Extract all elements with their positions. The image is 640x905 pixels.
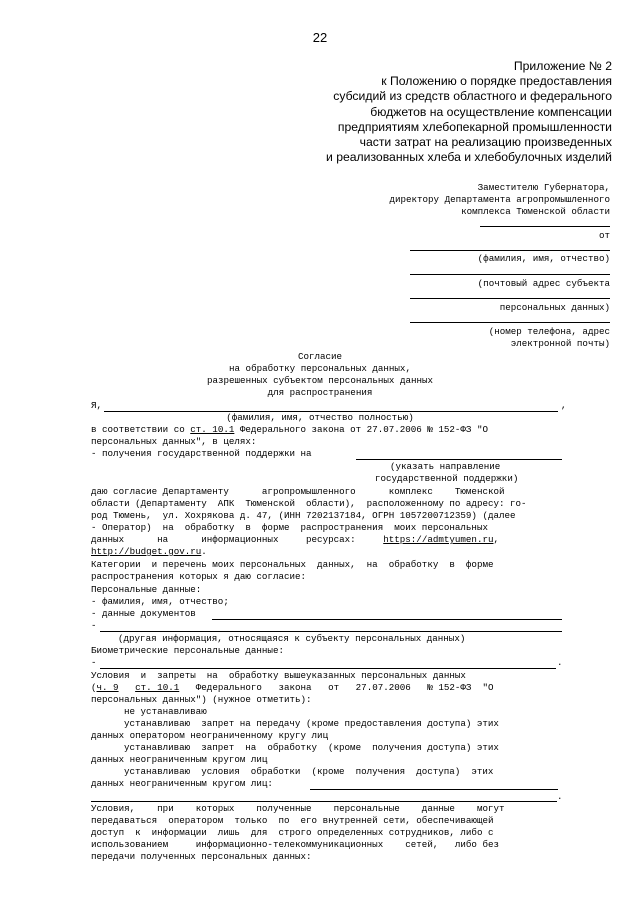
conditions-field-line bbox=[310, 789, 558, 790]
option-end: . bbox=[557, 791, 563, 802]
conditions-text bbox=[91, 682, 494, 694]
transfer-text: использованием информационно-телекоммуникационных сетей, либо без bbox=[91, 839, 499, 850]
addressee-line: Заместителю Губернатора, bbox=[477, 182, 610, 193]
law-reference bbox=[91, 424, 488, 436]
page-number: 22 bbox=[312, 30, 328, 45]
phone-hint: электронной почты) bbox=[510, 338, 610, 349]
conditions-field-line bbox=[91, 801, 557, 802]
conditions-text-part: Федерального закона от 27.07.2006 № 152-ФЗ "О bbox=[179, 682, 494, 693]
blank-line bbox=[410, 298, 610, 299]
spacer bbox=[119, 682, 136, 693]
document-title: разрешенных субъектом персональных данных bbox=[206, 375, 434, 386]
consent-text bbox=[91, 546, 207, 558]
punctuation: ( bbox=[91, 682, 97, 693]
phone-hint: (номер телефона, адрес bbox=[488, 326, 610, 337]
option-text: данных оператором неограниченному кругу лиц bbox=[91, 730, 329, 741]
transfer-text: передачи полученных персональных данных: bbox=[91, 851, 312, 862]
pd-item: - данные документов bbox=[91, 608, 196, 619]
conditions-text: Условия и запреты на обработку вышеуказанных персональных данных bbox=[91, 670, 466, 681]
budget-link[interactable]: http://budget.gov.ru bbox=[91, 546, 202, 557]
pd-item: - bbox=[91, 620, 97, 631]
transfer-text: передаваться оператором только по его внутренней сети, обеспечивающей bbox=[91, 815, 494, 826]
address-hint: персональных данных) bbox=[499, 302, 610, 313]
blank-line bbox=[480, 226, 610, 227]
document-title: на обработку персональных данных, bbox=[229, 363, 411, 374]
appendix-line: части затрат на реализацию произведенных bbox=[359, 135, 612, 150]
option-not-set[interactable]: не устанавливаю bbox=[124, 706, 207, 717]
personal-data-label: Персональные данные: bbox=[91, 584, 202, 595]
from-label: от bbox=[598, 230, 610, 241]
biometric-label: Биометрические персональные данные: bbox=[91, 645, 284, 656]
appendix-line: и реализованных хлеба и хлебобулочных изделий bbox=[326, 150, 612, 165]
punctuation: , bbox=[493, 534, 500, 545]
option-conditions[interactable]: устанавливаю условия обработки (кроме получения доступа) этих bbox=[124, 766, 494, 777]
ya-label: Я, bbox=[91, 400, 103, 411]
other-info-hint: (другая информация, относящаяся к субъекту персональных данных) bbox=[118, 633, 466, 644]
bio-end: . bbox=[557, 657, 563, 668]
pd-item: - фамилия, имя, отчество; bbox=[91, 596, 229, 607]
transfer-text: доступ к информации лишь для строго определенных сотрудников, либо с bbox=[91, 827, 494, 838]
option-text: данных неограниченным кругом лиц bbox=[91, 754, 268, 765]
consent-text: - Оператор) на обработку в форме распространения моих персональных bbox=[91, 522, 488, 533]
blank-line bbox=[410, 274, 610, 275]
law-article-link[interactable]: ст. 10.1 bbox=[190, 424, 235, 435]
purpose-line: - получения государственной поддержки на bbox=[91, 448, 312, 459]
biometric-field-line bbox=[100, 668, 556, 669]
appendix-line: бюджетов на осуществление компенсации bbox=[370, 104, 612, 119]
addressee-line: комплекса Тюменской области bbox=[461, 206, 610, 217]
blank-line bbox=[410, 322, 610, 323]
option-processing-ban[interactable]: устанавливаю запрет на обработку (кроме получения доступа) этих bbox=[124, 742, 499, 753]
categories-text: Категории и перечень моих персональных данных, на обработку в форме bbox=[91, 559, 494, 570]
transfer-text: Условия, при которых полученные персональные данные могут bbox=[91, 803, 505, 814]
option-text: данных неограниченным кругом лиц: bbox=[91, 778, 273, 789]
other-info-field-line bbox=[100, 631, 562, 632]
consent-text: области (Департаменту АПК Тюменской области), расположенному по адресу: го- bbox=[91, 498, 527, 509]
addressee-line: директору Департамента агропромышленного bbox=[389, 194, 610, 205]
consent-text: род Тюмень, ул. Хохрякова д. 47, (ИНН 7202137184, ОГРН 1057200712359) (далее bbox=[91, 510, 516, 521]
address-hint: (почтовый адрес субъекта bbox=[477, 278, 610, 289]
conditions-text: персональных данных") (нужное отметить): bbox=[91, 694, 312, 705]
article-10-1-link[interactable]: ст. 10.1 bbox=[135, 682, 180, 693]
comma: , bbox=[561, 400, 567, 411]
consent-text: даю согласие Департаменту агропромышленного комплекс Тюменской bbox=[91, 486, 505, 497]
consent-text-part: данных на информационных ресурсах: bbox=[91, 534, 384, 545]
law-text: Федерального закона от 27.07.2006 № 152-ФЗ "О bbox=[234, 424, 488, 435]
option-transfer-ban[interactable]: устанавливаю запрет на передачу (кроме предоставления доступа) этих bbox=[124, 718, 499, 729]
fio-full-hint: (фамилия, имя, отчество полностью) bbox=[226, 412, 414, 423]
bio-item: - bbox=[91, 657, 97, 668]
purpose-hint: (указать направление bbox=[390, 461, 501, 472]
part-9-link[interactable]: ч. 9 bbox=[96, 682, 119, 693]
law-text: в соответствии со bbox=[91, 424, 191, 435]
appendix-line: субсидий из средств областного и федерального bbox=[333, 89, 612, 104]
purpose-hint: государственной поддержки) bbox=[375, 473, 519, 484]
appendix-line: к Положению о порядке предоставления bbox=[381, 74, 612, 89]
admtyumen-link[interactable]: https://admtyumen.ru bbox=[383, 534, 494, 545]
law-reference-cont: персональных данных", в целях: bbox=[91, 436, 257, 447]
punctuation: . bbox=[201, 546, 207, 557]
appendix-header bbox=[282, 59, 612, 165]
appendix-line: Приложение № 2 bbox=[513, 59, 612, 73]
consent-text bbox=[91, 534, 499, 546]
documents-field-line bbox=[212, 619, 562, 620]
document-title: Согласие bbox=[297, 351, 343, 362]
purpose-field-line bbox=[356, 459, 562, 460]
appendix-line: предприятиям хлебопекарной промышленности bbox=[337, 119, 612, 134]
document-title: для распространения bbox=[267, 387, 373, 398]
blank-line bbox=[410, 250, 610, 251]
categories-text: распространения которых я даю согласие: bbox=[91, 571, 307, 582]
fio-hint: (фамилия, имя, отчество) bbox=[477, 253, 610, 264]
